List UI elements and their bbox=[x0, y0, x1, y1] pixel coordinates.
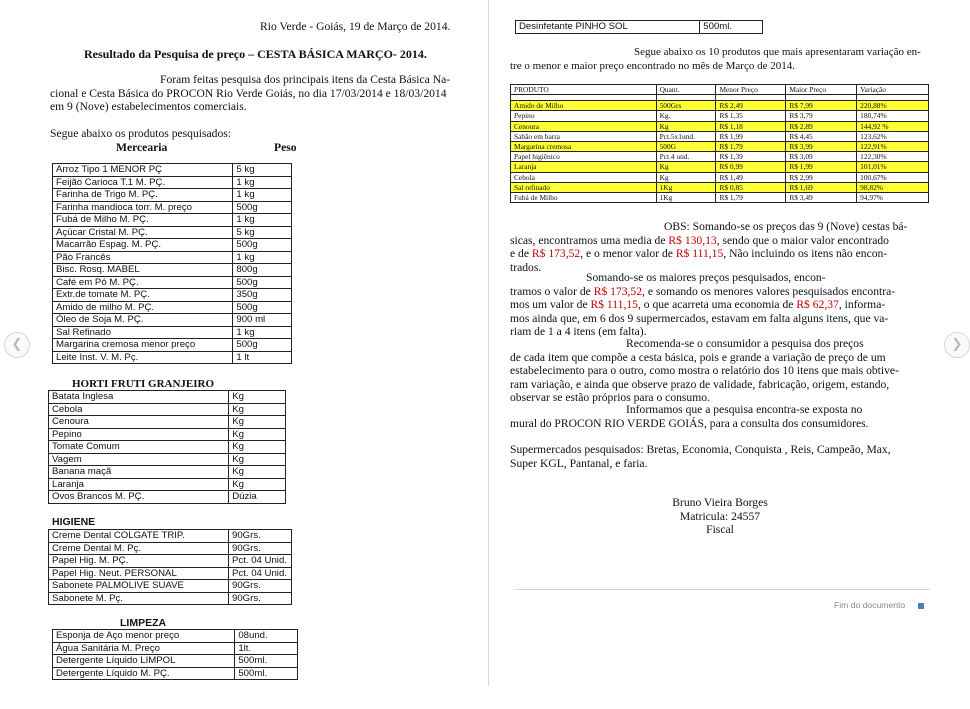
table-row bbox=[49, 428, 286, 441]
intro-line: em 9 (Nove) estabelecimentos comerciais. bbox=[50, 100, 247, 114]
page-divider bbox=[488, 0, 489, 686]
product-weight: 1 kg bbox=[233, 214, 292, 227]
product-name: Laranja bbox=[49, 478, 229, 491]
signature-block bbox=[610, 496, 830, 537]
product-name: Amido de milho M. PÇ. bbox=[53, 301, 233, 314]
product-weight: Kg bbox=[229, 453, 286, 466]
signature-registration: Matricula: 24557 bbox=[679, 509, 761, 523]
variation-cell-variacao: 94,97% bbox=[857, 193, 929, 203]
variation-cell-maior-preco: R$ 2,99 bbox=[786, 172, 857, 182]
product-weight: Pct. 04 Unid. bbox=[229, 555, 292, 568]
supermercados-paragraph bbox=[510, 443, 930, 470]
soma-text: tramos o valor de bbox=[510, 284, 594, 298]
product-weight: 350g bbox=[233, 289, 292, 302]
product-name: Farinha mandioca torr. M. preço bbox=[53, 201, 233, 214]
obs-text: sicas, encontramos uma media de bbox=[510, 233, 669, 247]
product-name: Café em Pó M. PÇ. bbox=[53, 276, 233, 289]
product-name: Cebola bbox=[49, 403, 229, 416]
product-name: Ovos Brancos M. PÇ. bbox=[49, 491, 229, 504]
product-weight: 800g bbox=[233, 264, 292, 277]
variation-cell-quant: 1Kg bbox=[656, 193, 716, 203]
variation-cell-quant: Kg bbox=[656, 121, 716, 131]
table-row bbox=[49, 580, 292, 593]
table-row bbox=[53, 264, 292, 277]
supermercados-line: Super KGL, Pantanal, e faria. bbox=[510, 456, 648, 470]
variation-cell-variacao: 101,01% bbox=[857, 162, 929, 172]
variation-cell-produto: Laranja bbox=[511, 162, 657, 172]
table-row bbox=[53, 214, 292, 227]
variation-cell-quant: Pct.4 und. bbox=[656, 152, 716, 162]
variation-cell-variacao: 144,92 % bbox=[857, 121, 929, 131]
variation-cell-maior-preco: R$ 4,45 bbox=[786, 131, 857, 141]
table-row bbox=[53, 314, 292, 327]
recomenda-line: estabelecimento para o outro, como mostra o relatório dos 10 itens que mais obtive- bbox=[510, 364, 899, 378]
variation-row bbox=[511, 182, 929, 192]
variation-cell-maior-preco: R$ 3,49 bbox=[786, 193, 857, 203]
table-row bbox=[53, 301, 292, 314]
product-name: Feijão Carioca T.1 M. PÇ. bbox=[53, 176, 233, 189]
product-weight: 900 ml bbox=[233, 314, 292, 327]
intro-line: Foram feitas pesquisa dos principais itens da Cesta Básica Na- bbox=[160, 73, 451, 86]
variation-cell-quant: 1Kg bbox=[656, 182, 716, 192]
variation-cell-quant: Kg bbox=[656, 172, 716, 182]
horti-table bbox=[48, 390, 286, 504]
sum-max-value: R$ 173,52 bbox=[593, 284, 643, 298]
variation-cell-variacao: 98,82% bbox=[857, 182, 929, 192]
product-name: Papel Hig. Neut. PERSONAL bbox=[49, 567, 229, 580]
variation-cell-produto: Pepino bbox=[511, 111, 657, 121]
table-row bbox=[49, 466, 286, 479]
variation-cell-variacao: 180,74% bbox=[857, 111, 929, 121]
variation-cell-variacao: 220,88% bbox=[857, 101, 929, 111]
variation-cell-maior-preco: R$ 1,69 bbox=[786, 182, 857, 192]
variation-cell-menor-preco: R$ 1,49 bbox=[716, 172, 786, 182]
table-row bbox=[53, 289, 292, 302]
header-maior-preco: Maior Preço bbox=[786, 85, 857, 95]
soma-text: , o que acarreta uma economia de bbox=[637, 298, 797, 312]
variation-cell-maior-preco: R$ 7,99 bbox=[786, 101, 857, 111]
end-of-document-label: Fim do documento bbox=[834, 600, 906, 610]
table-row bbox=[53, 164, 292, 177]
obs-text: , e o menor valor de bbox=[580, 247, 676, 261]
informamos-line: Informamos que a pesquisa encontra-se exposta no bbox=[626, 403, 863, 416]
mercearia-heading: Mercearia bbox=[116, 141, 168, 154]
product-name: Macarrão Espag. M. PÇ. bbox=[53, 239, 233, 252]
table-row bbox=[49, 542, 292, 555]
average-value: R$ 130,13 bbox=[668, 233, 717, 247]
variation-cell-quant: Kg bbox=[656, 162, 716, 172]
table-row bbox=[49, 441, 286, 454]
obs-line bbox=[510, 247, 930, 261]
product-weight: Kg bbox=[229, 391, 286, 404]
supermercados-line: Supermercados pesquisados: Bretas, Economia, Conquista , Reis, Campeão, Max, bbox=[510, 443, 891, 456]
higiene-heading: HIGIENE bbox=[52, 516, 96, 528]
variation-table bbox=[510, 84, 929, 203]
variation-cell-menor-preco: R$ 0,85 bbox=[716, 182, 786, 192]
header-menor-preco: Menor Preço bbox=[716, 85, 786, 95]
variation-row bbox=[511, 131, 929, 141]
product-weight: 500g bbox=[233, 339, 292, 352]
product-weight: 90Grs. bbox=[229, 580, 292, 593]
product-weight: Kg bbox=[229, 428, 286, 441]
peso-heading: Peso bbox=[274, 141, 297, 154]
product-name: Esponja de Aço menor preço bbox=[53, 630, 235, 643]
product-name: Água Sanitária M. Preço bbox=[53, 642, 235, 655]
table-row bbox=[53, 201, 292, 214]
table-row bbox=[49, 592, 292, 605]
horti-heading: HORTI FRUTI GRANJEIRO bbox=[72, 378, 215, 390]
product-weight: 500g bbox=[233, 301, 292, 314]
max-value: R$ 173,52 bbox=[531, 247, 581, 261]
product-name: Açúcar Cristal M. PÇ. bbox=[53, 226, 233, 239]
sum-min-value: R$ 111,15 bbox=[590, 298, 638, 312]
soma-text: mos um valor de bbox=[510, 298, 591, 312]
mercearia-table bbox=[52, 163, 292, 364]
recomenda-line: observar se estão próprios para o consumo. bbox=[510, 391, 710, 405]
product-name: Banana maçã bbox=[49, 466, 229, 479]
table-row bbox=[49, 453, 286, 466]
variation-cell-maior-preco: R$ 1,99 bbox=[786, 162, 857, 172]
product-name: Pepino bbox=[49, 428, 229, 441]
savings-value: R$ 62,37 bbox=[796, 298, 839, 312]
variation-cell-menor-preco: R$ 0,99 bbox=[716, 162, 786, 172]
variation-cell-maior-preco: R$ 3,09 bbox=[786, 152, 857, 162]
product-name: Farinha de Trigo M. PÇ. bbox=[53, 189, 233, 202]
end-separator bbox=[514, 589, 930, 590]
date-line: Rio Verde - Goiás, 19 de Março de 2014. bbox=[260, 20, 451, 33]
recomenda-line: de cada item que compõe a cesta básica, pois e grande a variação de preço de um bbox=[510, 350, 886, 364]
variation-cell-menor-preco: R$ 1,18 bbox=[716, 121, 786, 131]
product-name: Cenoura bbox=[49, 416, 229, 429]
soma-paragraph bbox=[510, 271, 930, 339]
product-name: Sabonete M. Pç. bbox=[49, 592, 229, 605]
higiene-table bbox=[48, 529, 292, 605]
header-variacao: Variação bbox=[857, 85, 929, 95]
table-row bbox=[516, 21, 763, 34]
recomenda-line: Recomenda-se o consumidor a pesquisa dos preços bbox=[626, 337, 864, 350]
variation-header-row bbox=[511, 85, 929, 95]
product-weight: Kg bbox=[229, 466, 286, 479]
intro-line: cional e Cesta Básica do PROCON Rio Verde Goiás, no dia 17/03/2014 e 18/03/2014 bbox=[50, 86, 447, 100]
product-name: Óleo de Soja M. PÇ. bbox=[53, 314, 233, 327]
variation-cell-menor-preco: R$ 1,79 bbox=[716, 142, 786, 152]
product-weight: 5 kg bbox=[233, 164, 292, 177]
table-row bbox=[53, 630, 298, 643]
table-row bbox=[53, 276, 292, 289]
product-name: Leite Inst. V. M. Pç. bbox=[53, 351, 233, 364]
product-weight: 5 kg bbox=[233, 226, 292, 239]
recomenda-paragraph bbox=[510, 337, 930, 405]
informamos-paragraph bbox=[510, 403, 930, 430]
variation-cell-menor-preco: R$ 1,35 bbox=[716, 111, 786, 121]
product-weight: 1 kg bbox=[233, 189, 292, 202]
variation-row bbox=[511, 162, 929, 172]
document-title: Resultado da Pesquisa de preço – CESTA BÁSICA MARÇO- 2014. bbox=[84, 47, 427, 61]
variation-cell-menor-preco: R$ 1,79 bbox=[716, 193, 786, 203]
variation-cell-menor-preco: R$ 1,99 bbox=[716, 131, 786, 141]
signature-name: Bruno Vieira Borges bbox=[672, 496, 768, 509]
product-weight: Dúzia bbox=[229, 491, 286, 504]
variation-cell-maior-preco: R$ 3,99 bbox=[786, 142, 857, 152]
product-weight: 500g bbox=[233, 239, 292, 252]
product-name: Vagem bbox=[49, 453, 229, 466]
variation-cell-menor-preco: R$ 2,49 bbox=[716, 101, 786, 111]
variation-row bbox=[511, 121, 929, 131]
header-quant: Quant. bbox=[656, 85, 716, 95]
product-weight: Kg bbox=[229, 441, 286, 454]
soma-text: , e somando os menores valores pesquisados encontra- bbox=[642, 284, 896, 298]
variation-intro-line: tre o menor e maior preço encontrado no mês de Março de 2014. bbox=[510, 59, 795, 72]
table-row bbox=[53, 655, 298, 668]
product-name: Papel Hig. M. PÇ. bbox=[49, 555, 229, 568]
table-row bbox=[53, 251, 292, 264]
product-weight: 500ml. bbox=[235, 667, 298, 680]
product-weight: Kg bbox=[229, 416, 286, 429]
table-row bbox=[53, 176, 292, 189]
variation-cell-produto: Cebola bbox=[511, 172, 657, 182]
variation-row bbox=[511, 193, 929, 203]
product-weight: 1 kg bbox=[233, 326, 292, 339]
variation-row bbox=[511, 142, 929, 152]
variation-cell-menor-preco: R$ 1,39 bbox=[716, 152, 786, 162]
variation-cell-variacao: 100,67% bbox=[857, 172, 929, 182]
product-name: Detergente Líquido LIMPOL bbox=[53, 655, 235, 668]
variation-cell-variacao: 123,62% bbox=[857, 131, 929, 141]
product-weight: 90Grs. bbox=[229, 530, 292, 543]
limpeza-table bbox=[52, 629, 298, 680]
variation-cell-maior-preco: R$ 3,79 bbox=[786, 111, 857, 121]
variation-cell-produto: Fubá de Milho bbox=[511, 193, 657, 203]
intro-paragraph bbox=[50, 73, 480, 114]
variation-cell-quant: Kg. bbox=[656, 111, 716, 121]
product-weight: 90Grs. bbox=[229, 592, 292, 605]
product-name: Detergente Líquido M. PÇ. bbox=[53, 667, 235, 680]
product-name: Pão Francês bbox=[53, 251, 233, 264]
product-weight: 1 kg bbox=[233, 176, 292, 189]
product-weight: 500g bbox=[233, 201, 292, 214]
table-row bbox=[49, 391, 286, 404]
limpeza-heading: LIMPEZA bbox=[120, 617, 167, 629]
variation-cell-produto: Sal refinado bbox=[511, 182, 657, 192]
obs-line: OBS: Somando-se os preços das 9 (Nove) cestas bá- bbox=[664, 220, 908, 233]
variation-row bbox=[511, 172, 929, 182]
table-row bbox=[53, 667, 298, 680]
table-row bbox=[53, 226, 292, 239]
right-page bbox=[500, 0, 930, 686]
recomenda-line: ram variação, e ainda que observe prazo de validade, fabricação, origem, estando, bbox=[510, 377, 890, 391]
variation-intro-line: Segue abaixo os 10 produtos que mais apresentaram variação en- bbox=[634, 46, 921, 58]
table-row bbox=[49, 478, 286, 491]
table-row bbox=[53, 642, 298, 655]
obs-line bbox=[510, 234, 930, 248]
product-name: Sal Refinado bbox=[53, 326, 233, 339]
product-name: Tomate Comum bbox=[49, 441, 229, 454]
variation-cell-produto: Amido de Milho bbox=[511, 101, 657, 111]
product-weight: 1 lt bbox=[233, 351, 292, 364]
table-row bbox=[53, 189, 292, 202]
product-name: Bisc. Rosq. MABEL bbox=[53, 264, 233, 277]
products-intro: Segue abaixo os produtos pesquisados: bbox=[50, 127, 231, 140]
table-row bbox=[49, 567, 292, 580]
soma-line: riam de 1 a 4 itens (em falta). bbox=[510, 325, 647, 339]
obs-text: , Não incluindo os itens não encon- bbox=[723, 247, 888, 261]
variation-intro bbox=[510, 46, 930, 73]
table-row bbox=[49, 530, 292, 543]
header-produto: PRODUTO bbox=[511, 85, 657, 95]
table-row bbox=[49, 555, 292, 568]
variation-cell-variacao: 122,30% bbox=[857, 152, 929, 162]
chevron-left-icon[interactable]: ❮ bbox=[4, 332, 30, 358]
informamos-line: mural do PROCON RIO VERDE GOIÁS, para a consulta dos consumidores. bbox=[510, 416, 869, 430]
variation-cell-produto: Sabão em barra bbox=[511, 131, 657, 141]
left-page bbox=[32, 0, 478, 686]
variation-cell-quant: Pct.5x1und. bbox=[656, 131, 716, 141]
end-square-icon bbox=[918, 603, 924, 609]
variation-cell-produto: Papel higiênico bbox=[511, 152, 657, 162]
soma-line bbox=[510, 285, 930, 299]
soma-line: Somando-se os maiores preços pesquisados, encon- bbox=[586, 271, 826, 284]
product-weight: 1 kg bbox=[233, 251, 292, 264]
obs-paragraph bbox=[510, 220, 930, 274]
variation-cell-produto: Cenoura bbox=[511, 121, 657, 131]
product-name: Sabonete PALMOLIVE SUAVE bbox=[49, 580, 229, 593]
obs-line: trados. bbox=[510, 260, 542, 274]
product-name: Margarina cremosa menor preço bbox=[53, 339, 233, 352]
obs-text: e de bbox=[510, 247, 532, 261]
variation-cell-quant: 500Grs bbox=[656, 101, 716, 111]
product-weight: Pct. 04 Unid. bbox=[229, 567, 292, 580]
desinfetante-table bbox=[515, 20, 763, 34]
table-row bbox=[49, 491, 286, 504]
soma-line: mos ainda que, em 6 dos 9 supermercados, estavam em falta alguns itens, que va- bbox=[510, 311, 889, 325]
product-name: Creme Dental COLGATE TRIP. bbox=[49, 530, 229, 543]
table-row bbox=[49, 416, 286, 429]
product-name: Extr.de tomate M. PÇ. bbox=[53, 289, 233, 302]
variation-row bbox=[511, 111, 929, 121]
variation-cell-produto: Margarina cremosa bbox=[511, 142, 657, 152]
product-weight: 500ml. bbox=[700, 21, 763, 34]
variation-cell-quant: 500G bbox=[656, 142, 716, 152]
variation-cell-maior-preco: R$ 2,89 bbox=[786, 121, 857, 131]
table-row bbox=[53, 339, 292, 352]
variation-row bbox=[511, 152, 929, 162]
obs-text: , sendo que o maior valor encontrado bbox=[716, 233, 889, 247]
product-name: Creme Dental M. Pç. bbox=[49, 542, 229, 555]
min-value: R$ 111,15 bbox=[675, 247, 724, 261]
variation-row bbox=[511, 101, 929, 111]
product-weight: 500g bbox=[233, 276, 292, 289]
table-row bbox=[53, 326, 292, 339]
product-name: Desinfetante PINHO SOL bbox=[516, 21, 700, 34]
soma-text: , informa- bbox=[838, 298, 886, 312]
chevron-right-icon[interactable]: ❯ bbox=[944, 332, 970, 358]
product-name: Fubá de Milho M. PÇ. bbox=[53, 214, 233, 227]
variation-cell-variacao: 122,91% bbox=[857, 142, 929, 152]
table-row bbox=[53, 351, 292, 364]
product-weight: Kg bbox=[229, 478, 286, 491]
table-row bbox=[49, 403, 286, 416]
product-weight: Kg bbox=[229, 403, 286, 416]
product-name: Batata Inglesa bbox=[49, 391, 229, 404]
table-row bbox=[53, 239, 292, 252]
product-weight: 08und. bbox=[235, 630, 298, 643]
product-weight: 500ml. bbox=[235, 655, 298, 668]
soma-line bbox=[510, 298, 930, 312]
signature-role: Fiscal bbox=[706, 523, 734, 537]
product-name: Arroz Tipo 1 MENOR PÇ bbox=[53, 164, 233, 177]
product-weight: 1lt. bbox=[235, 642, 298, 655]
product-weight: 90Grs. bbox=[229, 542, 292, 555]
